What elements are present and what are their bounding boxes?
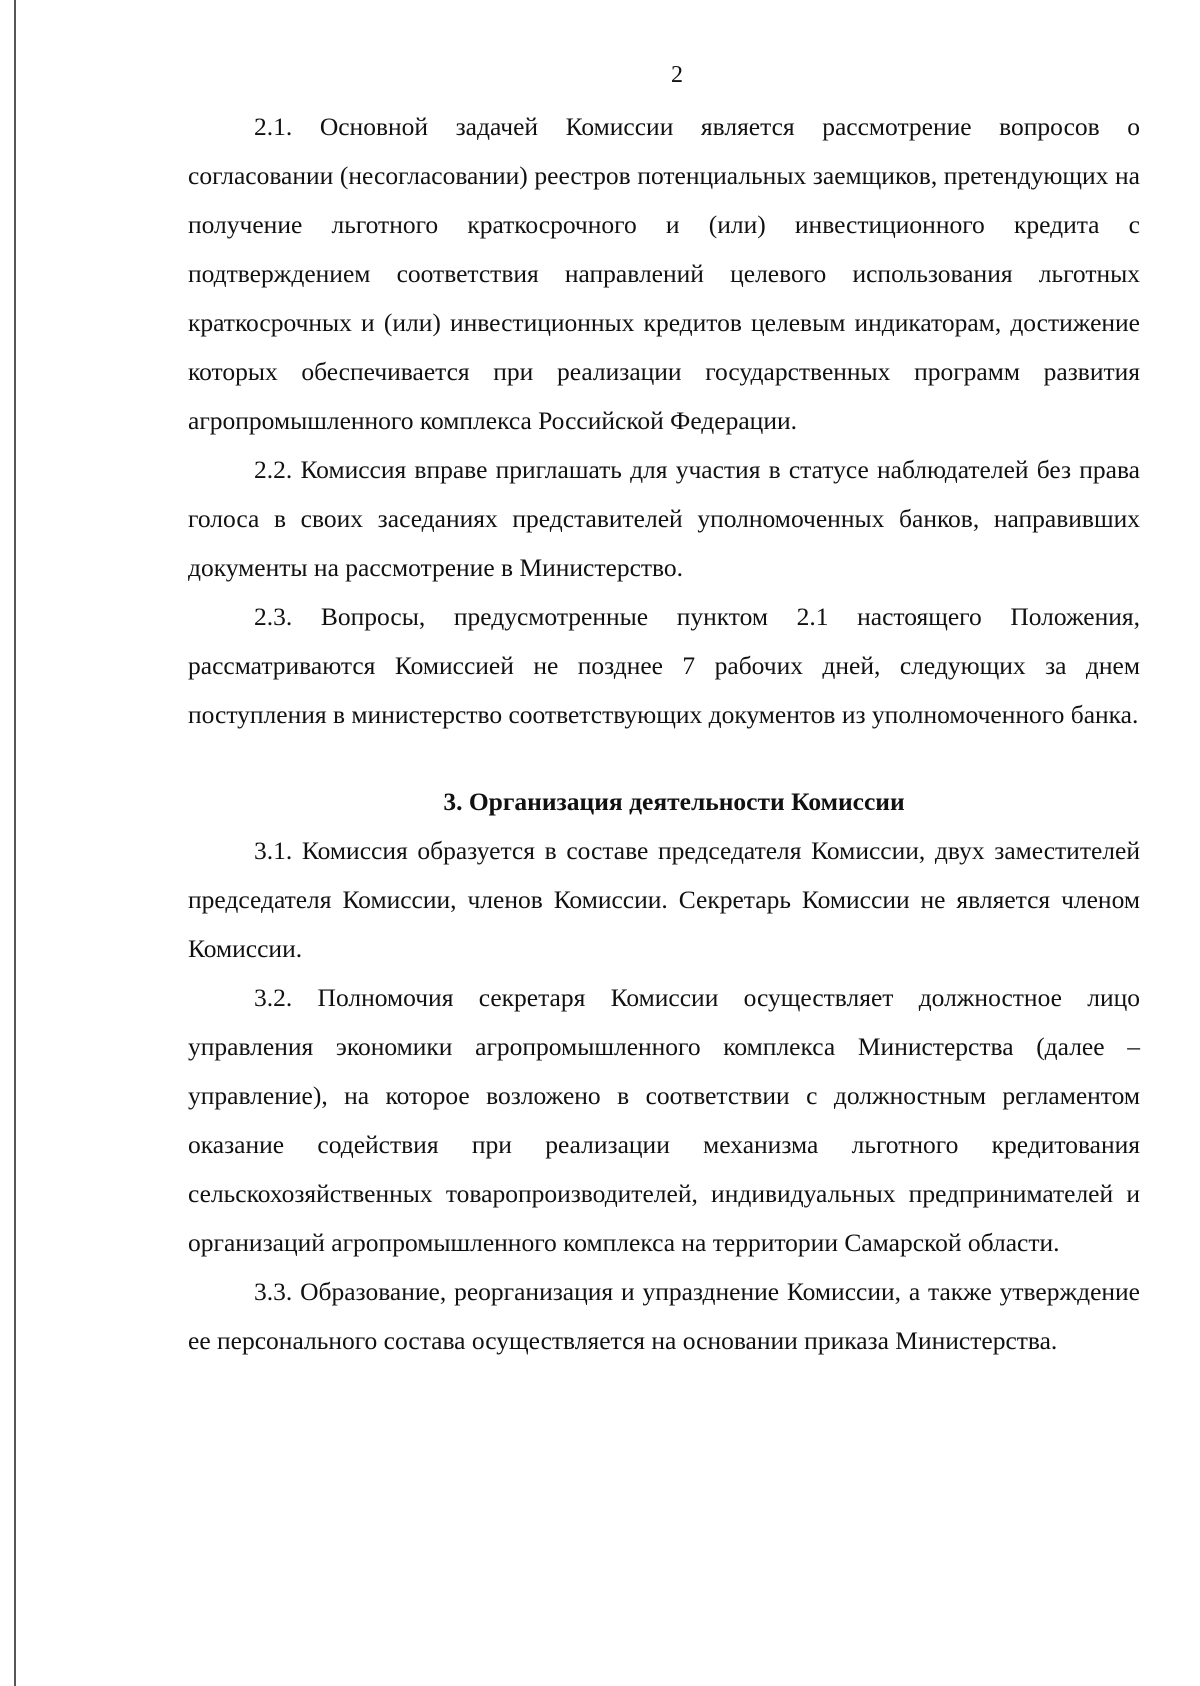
paragraph-2-1: 2.1. Основной задачей Комиссии является рассмотрение вопросов о согласовании (несогласовании) реестров потенциальных заемщиков, претендующих на получение льготного краткосрочного и (или) инвестиционного кредита с подтверждением соответствия направлений целевого использования льготных краткосрочных и (или) инвестиционных кредитов целевым индикаторам, достижение которых обеспечивается при реализации государственных программ развития агропромышленного комплекса Российской Федерации. (188, 112, 1140, 435)
paragraph-3-3: 3.3. Образование, реорганизация и упразднение Комиссии, а также утверждение ее персонального состава осуществляется на основании приказа Министерства. (188, 1277, 1140, 1355)
paragraph-2-3: 2.3. Вопросы, предусмотренные пунктом 2.1 настоящего Положения, рассматриваются Комиссией не позднее 7 рабочих дней, следующих за днем поступления в министерство соответствующих документов из уполномоченного банка. (188, 602, 1140, 729)
paragraph-2-2: 2.2. Комиссия вправе приглашать для участия в статусе наблюдателей без права голоса в своих заседаниях представителей уполномоченных банков, направивших документы на рассмотрение в Министерство. (188, 455, 1140, 582)
paragraph-3-1: 3.1. Комиссия образуется в составе председателя Комиссии, двух заместителей председателя Комиссии, членов Комиссии. Секретарь Комиссии не является членом Комиссии. (188, 836, 1140, 963)
section-3-heading: 3. Организация деятельности Комиссии (443, 787, 905, 816)
scan-edge-line (14, 0, 16, 1686)
page-number: 2 (671, 62, 683, 88)
document-page (188, 58, 1140, 1365)
paragraph-3-2: 3.2. Полномочия секретаря Комиссии осуществляет должностное лицо управления экономики агропромышленного комплекса Министерства (далее – управление), на которое возложено в соответствии с должностным регламентом оказание содействия при реализации механизма льготного кредитования сельскохозяйственных товаропроизводителей, индивидуальных предпринимателей и организаций агропромышленного комплекса на территории Самарской области. (188, 983, 1140, 1257)
